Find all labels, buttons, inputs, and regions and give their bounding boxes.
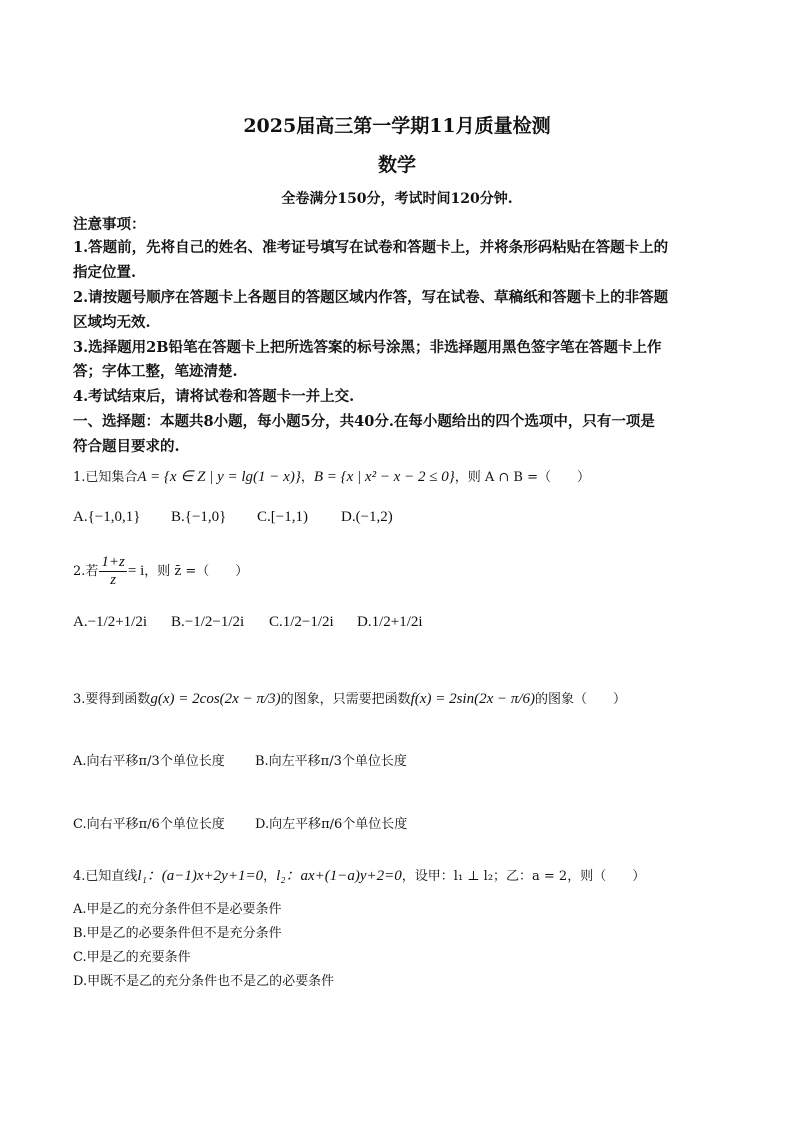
note-3-line-2: 答；字体工整，笔迹清楚. — [73, 363, 238, 380]
q4-prefix: 4.已知直线 — [73, 869, 138, 884]
q1-option-c[interactable]: C.[−1,1) — [257, 509, 308, 525]
q3-prefix: 3.要得到函数 — [73, 692, 151, 707]
q2-eq: = i — [127, 563, 145, 579]
q3-option-d[interactable]: D.向左平移π/6个单位长度 — [255, 817, 408, 832]
q4-line-l2: l₂：ax+(1−a)y+2=0 — [276, 868, 402, 884]
question-1-options — [73, 509, 393, 526]
q1-option-b[interactable]: B.{−1,0} — [171, 509, 227, 525]
q3-option-a[interactable]: A.向右平移π/3个单位长度 — [73, 754, 225, 769]
q3-ask: 的图象（ ） — [535, 692, 627, 707]
note-1-line-2: 指定位置. — [73, 264, 137, 281]
q1-set-b: B = {x | x² − x − 2 ≤ 0} — [313, 469, 455, 485]
question-4-stem: 4.已知直线l₁：(a−1)x+2y+1=0，l₂：ax+(1−a)y+2=0，设甲：l₁ ⊥ l₂；乙：a = 2，则（ ） — [73, 868, 646, 884]
note-2-line-2: 区域均无效. — [73, 314, 151, 331]
q1-ask: ，则 A ∩ B =（ ） — [454, 470, 590, 485]
q1-prefix: 1.已知集合 — [73, 470, 138, 485]
q1-set-a: A = {x ∈ Z | y = lg(1 − x)} — [137, 469, 301, 485]
question-2-options — [73, 614, 423, 631]
note-2-line-1: 2.请按题号顺序在答题卡上各题目的答题区域内作答，写在试卷、草稿纸和答题卡上的非答题 — [73, 289, 669, 306]
q3-function-f: f(x) = 2sin(2x − π/6) — [410, 691, 536, 707]
q4-condition: ，设甲：l₁ ⊥ l₂；乙：a = 2，则（ ） — [401, 869, 646, 884]
section-1-line-1: 一、选择题：本题共8小题，每小题5分，共40分.在每小题给出的四个选项中，只有一项是 — [73, 413, 655, 430]
q2-option-a[interactable]: A.−1/2+1/2i — [73, 614, 148, 630]
question-1-stem: 1.已知集合A = {x ∈ Z | y = lg(1 − x)}，B = {x | x² − x − 2 ≤ 0}，则 A ∩ B =（ ） — [73, 469, 590, 485]
q3-option-c[interactable]: C.向右平移π/6个单位长度 — [73, 817, 225, 832]
note-1-line-1: 1.答题前，先将自己的姓名、准考证号填写在试卷和答题卡上，并将条形码粘贴在答题卡上的 — [73, 239, 669, 256]
q1-option-d[interactable]: D.(−1,2) — [341, 509, 393, 525]
q2-option-d[interactable]: D.1/2+1/2i — [357, 614, 423, 630]
notes-heading: 注意事项： — [73, 216, 146, 233]
q2-prefix: 2.若 — [73, 564, 99, 579]
q4-option-d[interactable]: D.甲既不是乙的充分条件也不是乙的必要条件 — [73, 974, 335, 989]
q2-option-c[interactable]: C.1/2−1/2i — [269, 614, 334, 630]
q3-function-g: g(x) = 2cos(2x − π/3) — [150, 691, 281, 707]
q2-option-b[interactable]: B.−1/2−1/2i — [171, 614, 245, 630]
q4-option-a[interactable]: A.甲是乙的充分条件但不是必要条件 — [73, 902, 282, 917]
q2-ask: ，则 z̄ =（ ） — [144, 564, 249, 579]
q1-option-a[interactable]: A.{−1,0,1} — [73, 509, 141, 525]
question-3-options-row-1 — [73, 750, 407, 769]
question-2-stem — [73, 554, 248, 589]
exam-info: 全卷满分150分，考试时间120分钟. — [281, 191, 513, 207]
question-3-options-row-2 — [73, 813, 407, 832]
exam-title: 2025届高三第一学期11月质量检测 — [243, 115, 551, 137]
note-4: 4.考试结束后，请将试卷和答题卡一并上交. — [73, 388, 355, 405]
question-3-stem — [73, 688, 626, 708]
note-3-line-1: 3.选择题用2B铅笔在答题卡上把所选答案的标号涂黑；非选择题用黑色签字笔在答题卡上作 — [73, 339, 662, 356]
q2-denominator: z — [110, 572, 117, 588]
q3-mid: 的图象，只需要把函数 — [280, 692, 411, 707]
q4-option-b[interactable]: B.甲是乙的必要条件但不是充分条件 — [73, 926, 282, 941]
section-1-line-2: 符合题目要求的. — [73, 438, 180, 455]
q4-option-c[interactable]: C.甲是乙的充要条件 — [73, 950, 191, 965]
q3-option-b[interactable]: B.向左平移π/3个单位长度 — [255, 754, 407, 769]
q2-numerator: 1+z — [101, 554, 125, 570]
q4-line-l1: l₁：(a−1)x+2y+1=0 — [137, 868, 264, 884]
subject-title: 数学 — [377, 154, 416, 176]
